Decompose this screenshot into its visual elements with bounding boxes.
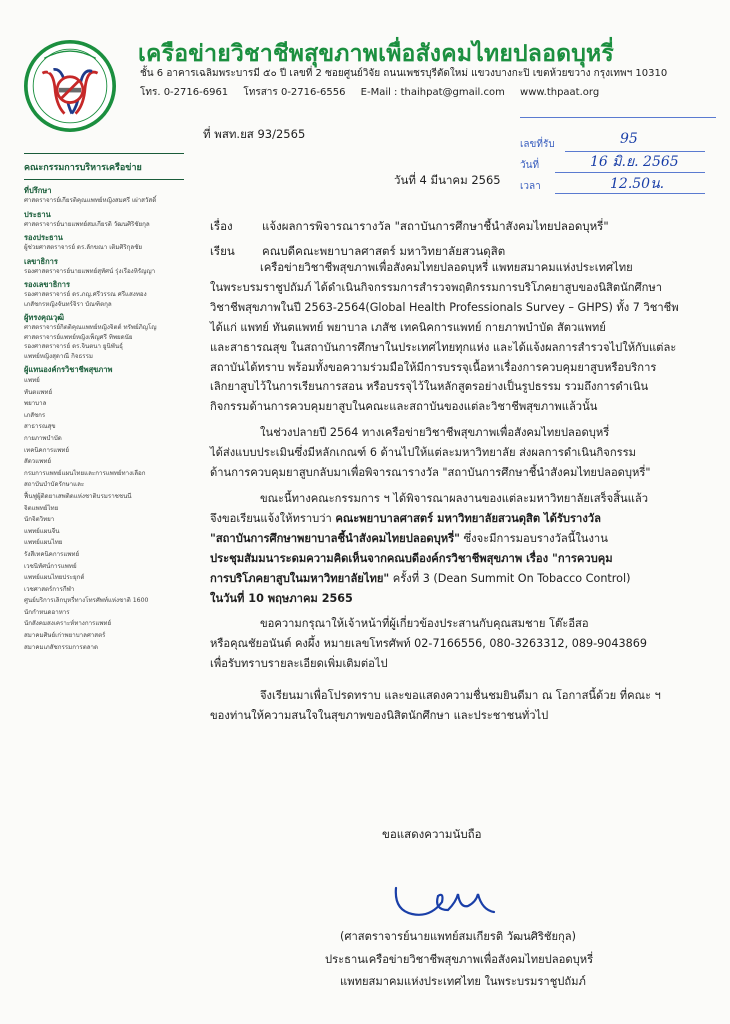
no-smoking-network-logo bbox=[24, 40, 116, 132]
website-address: www.thpaat.org bbox=[520, 87, 600, 98]
expert-heading: ผู้ทรงคุณวุฒิ bbox=[24, 313, 64, 322]
stamp-time-label: เวลา bbox=[520, 181, 541, 192]
committee-title: คณะกรรมการบริหารเครือข่าย bbox=[24, 163, 142, 173]
profession-item: ทันตแพทย์ bbox=[24, 388, 53, 396]
profession-item: กรมการแพทย์แผนไทยและการแพทย์ทางเลือก bbox=[24, 469, 146, 477]
advisor-heading: ที่ปรึกษา bbox=[24, 186, 52, 195]
profession-item: สาธารณสุข bbox=[24, 423, 56, 431]
award-name: "สถาบันการศึกษาพยาบาลชี้นำสังคมไทยปลอดบุหรี่" bbox=[210, 531, 460, 545]
profession-item: เภสัชกร bbox=[24, 411, 46, 419]
paragraph-4 bbox=[210, 614, 660, 674]
stamp-date-value: 16 มิ.ย. 2565 bbox=[590, 154, 679, 170]
closing-phrase: ขอแสดงความนับถือ bbox=[382, 827, 482, 841]
vice-chair-name: ผู้ช่วยศาสตราจารย์ ดร.ลักขณา เติมศิริกุลชัย bbox=[24, 244, 143, 251]
profession-heading: ผู้แทนองค์กรวิชาชีพสุขภาพ bbox=[24, 365, 113, 374]
vice-chair-heading: รองประธาน bbox=[24, 233, 63, 242]
paragraph-2 bbox=[210, 423, 660, 483]
handwritten-signature bbox=[390, 880, 500, 926]
recipient-text: คณบดีคณะพยาบาลศาสตร์ มหาวิทยาลัยสวนดุสิต bbox=[262, 244, 506, 258]
body-line: จึงเรียนมาเพื่อโปรดทราบ และขอแสดงความชื่นชมยินดีมา ณ โอกาสนี้ด้วย ที่คณะ ฯ bbox=[260, 689, 661, 703]
expert-name: ศาสตราจารย์กิตติคุณแพทย์หญิงจิตต์ ทรัพย์ภิญโญ bbox=[24, 324, 157, 331]
deputy-secretary-heading: รองเลขาธิการ bbox=[24, 280, 71, 289]
profession-item: จิตแพทย์ไทย bbox=[24, 504, 59, 512]
body-line: วิชาชีพสุขภาพในปี 2563-2564(Global Health Professionals Survey – GHPS) ทั้ง 7 วิชาชีพ bbox=[210, 300, 679, 314]
letter-date: วันที่ 4 มีนาคม 2565 bbox=[394, 173, 501, 187]
profession-item: สมาคมศิษย์เก่าพยาบาลศาสตร์ bbox=[24, 632, 106, 640]
profession-item: นักกำหนดอาหาร bbox=[24, 608, 70, 616]
body-line: หรือคุณชัยอนันต์ คงผึ้ง หมายเลขโทรศัพท์ 02-7166556, 080-3263312, 089-9043869 bbox=[210, 637, 647, 651]
body-line: กิจกรรมด้านการควบคุมยาสูบในคณะและสถาบันของแต่ละวิชาชีพสุขภาพแล้วนั้น bbox=[210, 400, 598, 414]
deputy-secretary-name: รองศาสตราจารย์ ดร.ภญ.ศรีวรรณ ศรีแสงทอง bbox=[24, 291, 147, 298]
signatory-position: ประธานเครือข่ายวิชาชีพสุขภาพเพื่อสังคมไทยปลอดบุหรี่ bbox=[325, 953, 594, 966]
body-line: ด้านการควบคุมยาสูบกลับมาเพื่อพิจารณารางวัล "สถาบันการศึกษาชี้นำสังคมไทยปลอดบุหรี่" bbox=[210, 466, 651, 480]
body-line: ได้แก่ แพทย์ ทันตแพทย์ พยาบาล เภสัช เทคนิคการแพทย์ กายภาพบำบัด สัตวแพทย์ bbox=[210, 320, 606, 334]
body-line: เลิกยาสูบไว้ในการเรียนการสอน หรือบรรจุไว้ในหลักสูตรอย่างเป็นรูปธรรม รวมถึงการดำเนิน bbox=[210, 380, 649, 394]
stamp-no-label: เลขที่รับ bbox=[520, 139, 555, 150]
expert-name: ศาสตราจารย์แพทย์หญิงเพ็ญศรี ทิพยดนัย bbox=[24, 333, 133, 341]
email-address: E-Mail : thaihpat@gmail.com bbox=[360, 87, 505, 98]
letter-body bbox=[210, 258, 679, 726]
profession-item: รังสีเทคนิคการแพทย์ bbox=[24, 550, 80, 558]
body-line: ในพระบรมราชูปถัมภ์ ได้ดำเนินกิจกรรมการสำรวจพฤติกรรมการบริโภคยาสูบของนิสิตนักศึกษา bbox=[210, 280, 663, 294]
body-line: เครือข่ายวิชาชีพสุขภาพเพื่อสังคมไทยปลอดบุหรี่ แพทยสมาคมแห่งประเทศไทย bbox=[260, 261, 633, 274]
body-line: ขอความกรุณาให้เจ้าหน้าที่ผู้เกี่ยวข้องประสานกับคุณสมชาย โต๊ะอีสอ bbox=[260, 617, 589, 631]
body-line: สถาบันได้ทราบ พร้อมทั้งขอความร่วมมือให้มีการบรรจุเนื้อหาเรื่องการควบคุมยาสูบหรือบริการ bbox=[210, 360, 657, 374]
profession-item: กายภาพบำบัด bbox=[24, 434, 62, 442]
organization-address: ชั้น 6 อาคารเฉลิมพระบารมี ๕๐ ปี เลขที่ 2 ซอยศูนย์วิจัย ถนนเพชรบุรีตัดใหม่ แขวงบางกะปิ เขตห้วยขวาง กรุงเทพฯ 10310 bbox=[140, 68, 668, 79]
profession-item: แพทย์แผนไทยประยุกต์ bbox=[24, 574, 85, 582]
body-line: ในช่วงปลายปี 2564 ทางเครือข่ายวิชาชีพสุขภาพเพื่อสังคมไทยปลอดบุหรี่ bbox=[260, 426, 610, 440]
recipient-label: เรียน bbox=[210, 244, 235, 258]
profession-item: นักจิตวิทยา bbox=[24, 516, 55, 524]
paragraph-1 bbox=[210, 258, 679, 417]
body-line: จึงขอเรียนแจ้งให้ทราบว่า คณะพยาบาลศาสตร์ มหาวิทยาลัยสวนดุสิต ได้รับรางวัล bbox=[210, 511, 601, 525]
organization-contact bbox=[140, 85, 611, 100]
body-line: ได้ส่งแบบประเมินซึ่งมีหลักเกณฑ์ 6 ด้านไปให้แต่ละมหาวิทยาลัย ส่งผลการดำเนินกิจกรรม bbox=[210, 446, 637, 460]
secretary-name: รองศาสตราจารย์นายแพทย์สุทัศน์ รุ่งเรืองหิรัญญา bbox=[24, 267, 156, 275]
committee-sidebar bbox=[24, 153, 184, 653]
receipt-stamp bbox=[520, 115, 716, 199]
fax-number: โทรสาร 0-2716-6556 bbox=[243, 87, 346, 98]
profession-item: เวชนิทัศน์การแพทย์ bbox=[24, 562, 77, 570]
profession-item: นักสังคมสงเคราะห์ทางการแพทย์ bbox=[24, 620, 112, 628]
award-recipient: คณะพยาบาลศาสตร์ มหาวิทยาลัยสวนดุสิต ได้รับรางวัล bbox=[335, 511, 601, 525]
event-date: ในวันที่ 10 พฤษภาคม 2565 bbox=[210, 591, 353, 605]
signatory-organization: แพทยสมาคมแห่งประเทศไทย ในพระบรมราชูปถัมภ์ bbox=[340, 975, 586, 988]
body-line: และสาธารณสุข ในสถาบันการศึกษาในประเทศไทยทุกแห่ง และได้แจ้งผลการสำรวจไปให้กับแต่ละ bbox=[210, 340, 677, 354]
chair-name: ศาสตราจารย์นายแพทย์สมเกียรติ วัฒนศิริชัยกุล bbox=[24, 220, 150, 228]
profession-item: แพทย์แผนไทย bbox=[24, 539, 63, 547]
organization-title: เครือข่ายวิชาชีพสุขภาพเพื่อสังคมไทยปลอดบุหรี่ bbox=[138, 41, 614, 67]
profession-item: เทคนิคการแพทย์ bbox=[24, 446, 70, 454]
chair-heading: ประธาน bbox=[24, 209, 51, 219]
profession-item: แพทย์ bbox=[24, 377, 40, 384]
paragraph-3 bbox=[210, 489, 660, 608]
stamp-no-value: 95 bbox=[620, 131, 638, 147]
body-line: ประชุมสัมมนาระดมความคิดเห็นจากคณบดีองค์กรวิชาชีพสุขภาพ เรื่อง "การควบคุม bbox=[210, 551, 613, 565]
profession-item: สมาคมเภสัชกรรมการตลาด bbox=[24, 643, 99, 651]
profession-item: พยาบาล bbox=[24, 400, 47, 408]
subject-text: แจ้งผลการพิจารณารางวัล "สถาบันการศึกษาชี้นำสังคมไทยปลอดบุหรี่" bbox=[262, 219, 609, 233]
profession-list bbox=[24, 375, 184, 653]
body-line: ขณะนี้ทางคณะกรรมการ ฯ ได้พิจารณาผลงานของแต่ละมหาวิทยาลัยเสร็จสิ้นแล้ว bbox=[260, 491, 649, 505]
advisor-name: ศาสตราจารย์เกียรติคุณแพทย์หญิงสมศรี เผ่าสวัสดิ์ bbox=[24, 197, 157, 204]
profession-item: แพทย์แผนจีน bbox=[24, 527, 60, 535]
profession-item: ฟื้นฟูผู้ติดยาเสพติดแห่งชาติบรมราชชนนี bbox=[24, 492, 132, 500]
expert-name: รองศาสตราจารย์ ดร.จินตนา ยูนิพันธุ์ bbox=[24, 343, 123, 350]
body-line: การบริโภคยาสูบในมหาวิทยาลัยไทย" ครั้งที่ 3 (Dean Summit On Tobacco Control) bbox=[210, 571, 631, 585]
body-line: "สถาบันการศึกษาพยาบาลชี้นำสังคมไทยปลอดบุหรี่" ซึ่งจะมีการมอบรางวัลนี้ในงาน bbox=[210, 531, 608, 545]
subject-label: เรื่อง bbox=[210, 219, 233, 233]
profession-item: ศูนย์บริการเลิกบุหรี่ทางโทรศัพท์แห่งชาติ 1600 bbox=[24, 597, 149, 605]
expert-name: แพทย์หญิงสุดาณี กิจธรรม bbox=[24, 352, 93, 360]
reference-number: ที่ พสท.ยส 93/2565 bbox=[203, 127, 306, 141]
signatory-name: (ศาสตราจารย์นายแพทย์สมเกียรติ วัฒนศิริชัยกุล) bbox=[340, 930, 577, 943]
body-line: ของท่านให้ความสนใจในสุขภาพของนิสิตนักศึกษา และประชาชนทั่วไป bbox=[210, 709, 549, 723]
body-line: เพื่อรับทราบรายละเอียดเพิ่มเติมต่อไป bbox=[210, 657, 388, 671]
deputy-secretary-name: เภสัชกรหญิงจันทร์จิรา บัณฑิตกุล bbox=[24, 300, 112, 308]
stamp-date-label: วันที่ bbox=[520, 160, 540, 171]
secretary-heading: เลขาธิการ bbox=[24, 256, 58, 266]
profession-item: เวชศาสตร์การกีฬา bbox=[24, 585, 75, 593]
profession-item: สถาบันบำบัดรักษาและ bbox=[24, 481, 85, 489]
profession-item: สัตวแพทย์ bbox=[24, 458, 52, 466]
paragraph-5 bbox=[210, 686, 660, 726]
stamp-time-value: 12.50น. bbox=[610, 176, 665, 192]
phone-number: โทร. 0-2716-6961 bbox=[140, 87, 229, 98]
